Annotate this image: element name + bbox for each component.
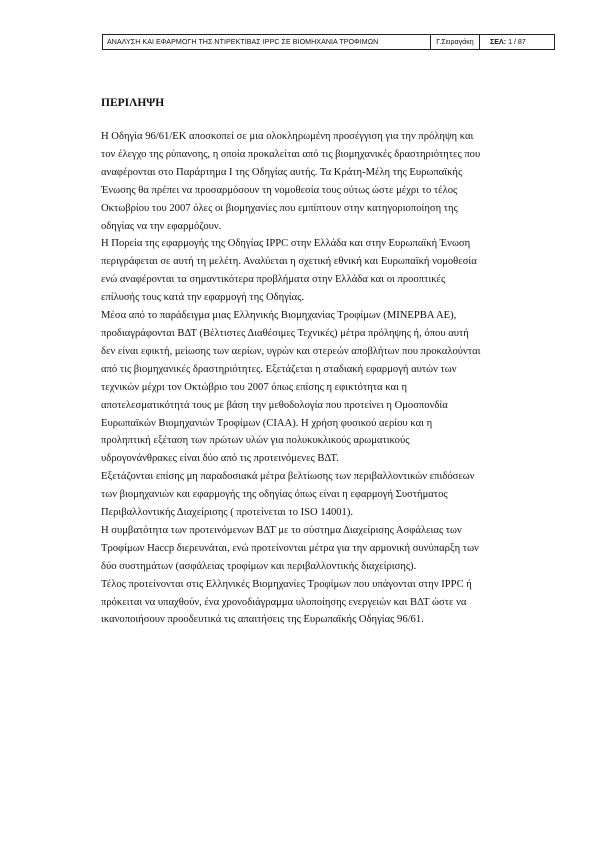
author-name: Γ.Σειραγάκη [431,35,480,49]
text-line: προληπτική εξέταση των πρώτων υλών για πολυκυκλικούς αρωματικούς [101,435,410,447]
page-label: ΣΕΛ: [490,38,507,46]
text-line: επίλυσής τους κατά την εφαρμογή της Οδηγίας. [101,292,305,304]
text-line: τον έλεγχο της ρύπανσης, η οποία προκαλείται από τις βιομηχανικές δραστηριότητες που [101,148,481,160]
text-line: περιγράφεται σε αυτή τη μελέτη. Αναλύεται η σχετική εθνική και Ευρωπαϊκή νομοθεσία [101,256,477,268]
text-line: ικανοποιήσουν προοδευτικά τις απαιτήσεις της Ευρωπαϊκής Οδηγίας 96/61. [101,614,424,626]
text-line: υδρογονάνθρακες είναι δύο από τις προτεινόμενες ΒΔΤ. [101,453,339,465]
running-header [102,34,555,50]
text-line: Μέσα από το παράδειγμα μιας Ελληνικής Βιομηχανίας Τροφίμων (ΜΙΝΕΡΒΑ ΑΕ), [101,310,457,322]
text-line: δεν είναι εφικτή, μείωσης των αερίων, υγρών και στερεών αποβλήτων που προκαλούνται [101,345,481,357]
text-line: Τροφίμων Haccp διερευνάται, ενώ προτείνονται μέτρα για την αρμονική συνύπαρξη των [101,542,479,554]
page-value: 1 / 87 [508,38,526,46]
abstract-body [101,128,547,629]
text-line: Ένωσης θα πρέπει να προσαρμόσουν τη νομοθεσία τους ούτως ώστε μέχρι το τέλος [101,184,458,196]
text-line: Η Πορεία της εφαρμογής της Οδηγίας IPPC στην Ελλάδα και στην Ευρωπαϊκή Ένωση [101,238,471,250]
text-line: Εξετάζονται επίσης μη παραδοσιακά μέτρα βελτίωσης των περιβαλλοντικών επιδόσεων [101,471,475,483]
page-number [480,35,554,49]
text-line: αποτελεσματικότητά τους με βάση την μεθοδολογία που προτείνει η Ομοσπονδία [101,399,448,411]
text-line: των βιομηχανιών και εφαρμογής της οδηγίας όπως είναι η εφαρμογή Συστήματος [101,489,448,501]
text-line: ενώ αναφέρονται τα σημαντικότερα προβλήματα στην Ελλάδα και οι προοπτικές [101,274,446,286]
text-line: δύο συστημάτων (ασφάλειας τροφίμων και περιβαλλοντικής διαχείρισης). [101,560,417,572]
text-line: Η Οδηγία 96/61/ΕΚ αποσκοπεί σε μια ολοκληρωμένη προσέγγιση για την πρόληψη και [101,131,474,142]
text-line: προδιαγράφονται ΒΔΤ (Βέλτιστες Διαθέσιμες Τεχνικές) μέτρα πρόληψης ή, όπου αυτή [101,327,469,339]
text-line: πρόκειται να υπαχθούν, ένα χρονοδιάγραμμα υλοποίησης ενεργειών και ΒΔΤ ώστε να [101,596,467,608]
text-line: τεχνικών μέχρι τον Οκτώβριο του 2007 όπως επίσης η εφικτότητα και η [101,381,408,393]
text-line: Οκτωβρίου του 2007 όλες οι βιομηχανίες που εμπίπτουν στην κατηγοριοποίηση της [101,202,458,214]
text-line: αναφέρονται στο Παράρτημα Ι της Οδηγίας αυτής. Τα Κράτη-Μέλη της Ευρωπαϊκής [101,166,463,178]
document-title: ΑΝΑΛΥΣΗ ΚΑΙ ΕΦΑΡΜΟΓΗ ΤΗΣ ΝΤΙΡΕΚΤΙΒΑΣ IPPC ΣΕ ΒΙΟΜΗΧΑΝΙΑ ΤΡΟΦΙΜΩΝ [103,35,431,49]
text-line: Ευρωπαϊκών Βιομηχανιών Τροφίμων (CIAA). Η χρήση φυσικού αερίου και η [101,417,433,429]
section-heading: ΠΕΡΙΛΗΨΗ [101,97,165,109]
text-line: από τις βιομηχανικές δραστηριότητες. Εξετάζεται η σταδιακή εφαρμογή αυτών των [101,363,457,375]
text-line: Περιβαλλοντικής Διαχείρισης ( προτείνεται το ISO 14001). [101,507,354,519]
text-line: Τέλος προτείνονται στις Ελληνικές Βιομηχανίες Τροφίμων που υπάγονται στην IPPC ή [101,578,472,590]
text-line: Η συμβατότητα των προτεινόμενων ΒΔΤ με το σύστημα Διαχείρισης Ασφάλειας των [101,524,462,536]
text-line: οδηγίας να την εφαρμόζουν. [101,220,222,232]
